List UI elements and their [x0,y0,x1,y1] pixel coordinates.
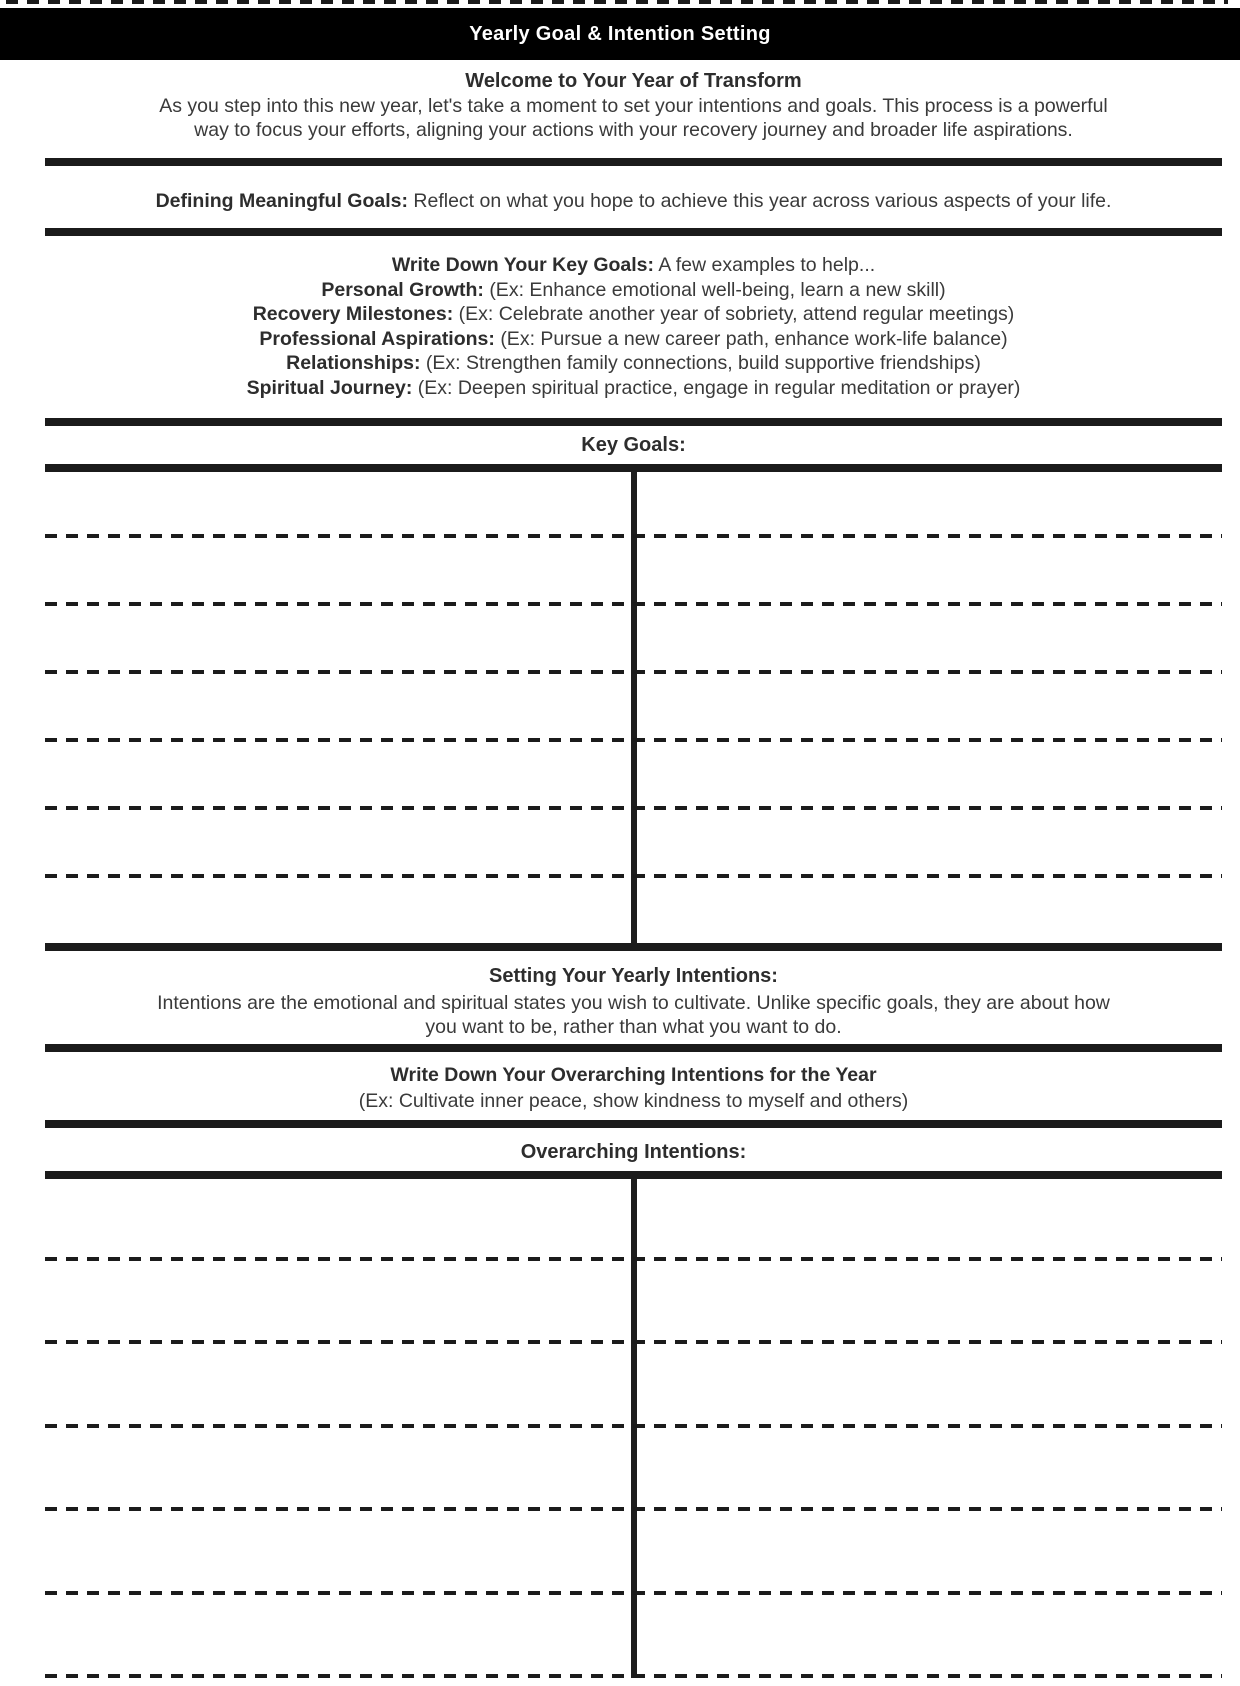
column-divider-line [631,472,637,943]
writing-line [45,1674,1222,1678]
worksheet-content [45,69,1222,1686]
welcome-paragraph: As you step into this new year, let's take a moment to set your intentions and goals. This process is a powerful way to focus your efforts, aligning your actions with your recovery journey and broader life aspirations. [159,95,1108,141]
writing-line [45,738,1222,742]
example-line-personal-growth: Personal Growth: (Ex: Enhance emotional well-being, learn a new skill) [321,278,946,301]
defining-goals-line [45,189,1222,214]
key-goals-box-top-border [45,464,1222,472]
writing-line [45,1591,1222,1595]
section-divider [45,1044,1222,1052]
intentions-paragraph: Intentions are the emotional and spiritual states you wish to cultivate. Unlike specific goals, they are about how you want to be, rather than what you want to do. [157,991,1110,1038]
key-goals-heading: Key Goals: [581,433,686,456]
overarching-example-line: (Ex: Cultivate inner peace, show kindness to myself and others) [358,1089,909,1112]
overarching-writing-area [45,1179,1222,1686]
overarching-intentions-heading: Overarching Intentions: [520,1140,747,1163]
writing-line [45,1257,1222,1261]
writing-line [45,602,1222,606]
writing-line [45,1424,1222,1428]
intentions-heading: Setting Your Yearly Intentions: [489,964,778,987]
section-divider [45,158,1222,166]
top-edge-dashed-line [6,0,1228,4]
column-divider-line [631,1179,637,1678]
example-line-relationships: Relationships: (Ex: Strengthen family connections, build supportive friendships) [286,352,981,375]
page-title: Yearly Goal & Intention Setting [469,22,771,45]
example-line-recovery-milestones: Recovery Milestones: (Ex: Celebrate another year of sobriety, attend regular meetings) [252,303,1015,326]
section-divider [45,418,1222,426]
key-goals-examples-block [45,253,1222,401]
defining-goals-label: Defining Meaningful Goals: [155,190,408,212]
key-goals-writing-area [45,472,1222,943]
writing-line [45,1340,1222,1344]
key-goals-box-bottom-border [45,943,1222,951]
overarching-intro-heading: Write Down Your Overarching Intentions for the Year [390,1063,877,1086]
writing-line [45,874,1222,878]
key-goals-intro-line: Write Down Your Key Goals: A few examples to help... [391,254,876,276]
writing-line [45,534,1222,538]
section-divider [45,1120,1222,1128]
writing-line [45,670,1222,674]
header-bar [0,8,1240,60]
example-line-spiritual-journey: Spiritual Journey: (Ex: Deepen spiritual practice, engage in regular meditation or prayer) [246,376,1021,399]
welcome-heading: Welcome to Your Year of Transform [465,70,802,92]
overarching-box-top-border [45,1171,1222,1179]
defining-goals-text: Reflect on what you hope to achieve this year across various aspects of your life. [413,190,1112,212]
section-divider [45,228,1222,236]
writing-line [45,1507,1222,1511]
example-line-professional-aspirations: Professional Aspirations: (Ex: Pursue a new career path, enhance work-life balance) [259,327,1008,350]
writing-line [45,806,1222,810]
